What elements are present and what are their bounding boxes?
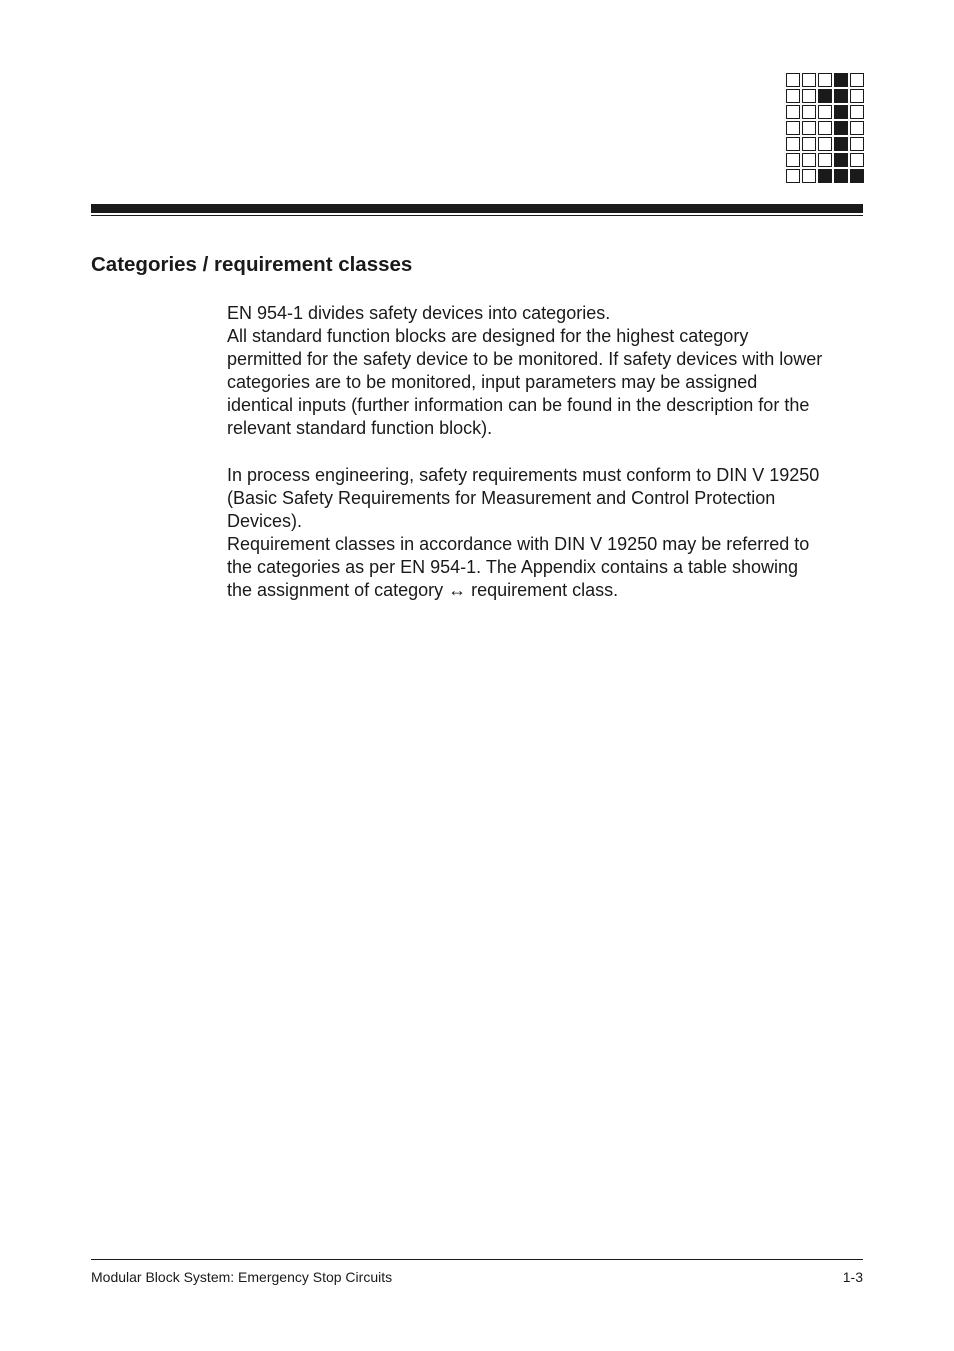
logo-cell-filled: [834, 153, 848, 167]
logo-cell-empty: [802, 89, 816, 103]
logo-cell-filled: [834, 121, 848, 135]
body-line: EN 954-1 divides safety devices into categories.: [227, 303, 611, 323]
logo-cell-empty: [802, 73, 816, 87]
logo-cell-empty: [802, 121, 816, 135]
logo-cell-filled: [834, 73, 848, 87]
logo-cell-filled: [818, 169, 832, 183]
body-line: (Basic Safety Requirements for Measurement and Control Protection: [227, 487, 776, 508]
logo-cell-empty: [786, 105, 800, 119]
logo-cell-empty: [850, 73, 864, 87]
logo-cell-empty: [802, 105, 816, 119]
logo-cell-empty: [850, 137, 864, 151]
logo-cell-empty: [802, 169, 816, 183]
logo-cell-empty: [818, 121, 832, 135]
section-title: Categories / requirement classes: [91, 253, 413, 276]
paragraph-requirement-classes: [227, 464, 877, 603]
paragraph-gap: [227, 441, 877, 464]
header-rule-thin: [91, 215, 863, 216]
logo-cell-filled: [834, 137, 848, 151]
footer-rule: [91, 1259, 863, 1260]
body-line: Devices).: [227, 510, 303, 531]
logo-cell-empty: [850, 89, 864, 103]
body-line: the assignment of category ↔ requirement class.: [227, 580, 619, 601]
footer-document-title: Modular Block System: Emergency Stop Circuits: [91, 1269, 393, 1285]
logo-cell-empty: [802, 153, 816, 167]
logo-cell-empty: [818, 137, 832, 151]
body-line: Requirement classes in accordance with DIN V 19250 may be referred to: [227, 533, 810, 554]
logo-cell-empty: [802, 137, 816, 151]
logo-cell-empty: [850, 121, 864, 135]
header-rule-thick: [91, 204, 863, 213]
logo-cell-empty: [786, 89, 800, 103]
logo-cell-filled: [834, 169, 848, 183]
logo-cell-filled: [850, 169, 864, 183]
logo-cell-empty: [786, 73, 800, 87]
logo-cell-empty: [786, 169, 800, 183]
logo-cell-filled: [834, 89, 848, 103]
body-line: All standard function blocks are designed for the highest category: [227, 326, 749, 347]
body-line: categories are to be monitored, input parameters may be assigned: [227, 372, 758, 393]
logo-cell-empty: [818, 73, 832, 87]
body-line: permitted for the safety device to be monitored. If safety devices with lower: [227, 349, 823, 370]
body-text: [227, 302, 877, 602]
logo-cell-empty: [786, 153, 800, 167]
logo-cell-filled: [818, 89, 832, 103]
body-line: relevant standard function block).: [227, 418, 493, 439]
paragraph-categories: [227, 302, 877, 441]
logo-cell-empty: [786, 137, 800, 151]
body-line: identical inputs (further information can be found in the description for the: [227, 395, 810, 416]
logo-cell-empty: [850, 153, 864, 167]
logo-cell-empty: [818, 105, 832, 119]
body-line: the categories as per EN 954-1. The Appendix contains a table showing: [227, 557, 799, 578]
logo-cell-empty: [786, 121, 800, 135]
logo-cell-empty: [850, 105, 864, 119]
logo-cell-empty: [818, 153, 832, 167]
body-line: In process engineering, safety requirements must conform to DIN V 19250: [227, 464, 820, 485]
modular-block-grid-logo: [786, 73, 864, 183]
logo-cell-filled: [834, 105, 848, 119]
footer-page-number: 1-3: [842, 1269, 863, 1285]
